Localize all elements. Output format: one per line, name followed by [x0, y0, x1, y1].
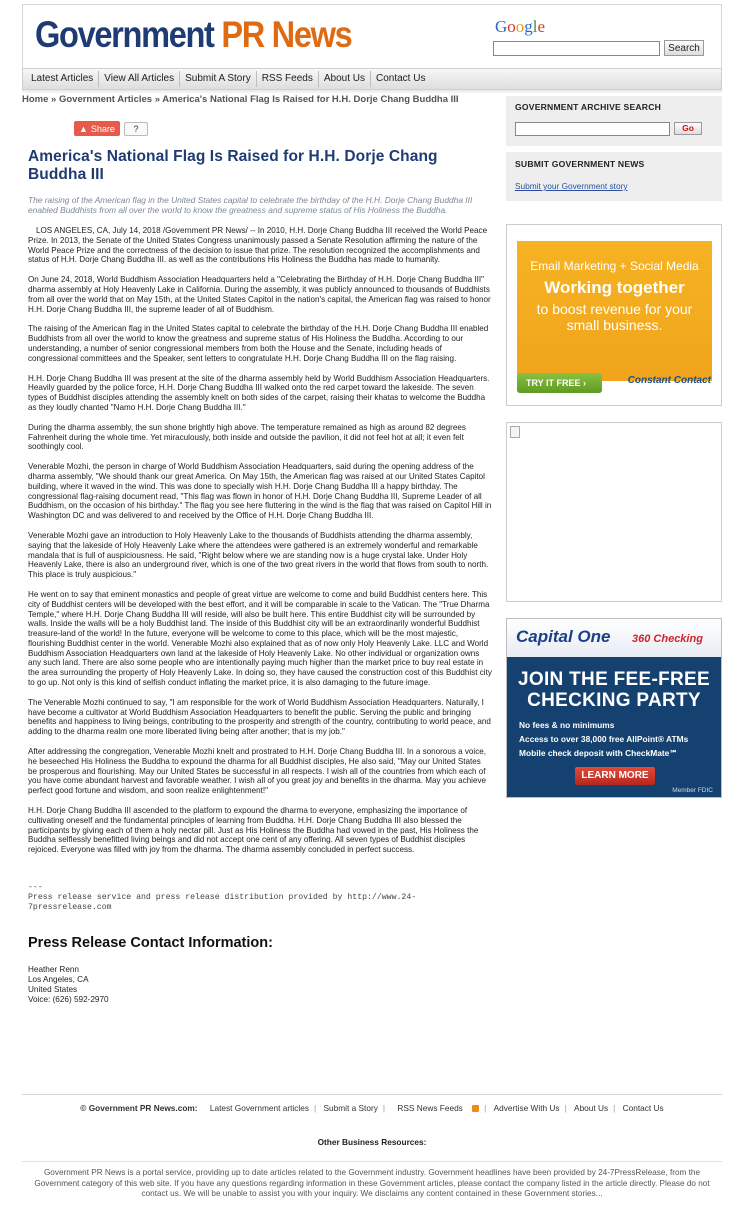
footer-copyright: © Government PR News.com: — [80, 1103, 198, 1113]
article-paragraph: During the dharma assembly, the sun shone brightly high above. The temperature remained as high as around 82 degrees Fahrenheit during the whole time. Yet miraculously, both inside and outside the pavilion, it did not feel hot at all; it even felt soothingly cool. — [28, 422, 466, 452]
ad-bullet: Mobile check deposit with CheckMate℠ — [519, 748, 678, 758]
share-bar — [74, 121, 492, 136]
article-paragraph: After addressing the congregation, Venerable Mozhi knelt and prostrated to H.H. Dorje Chang Buddha III. In a sonorous a voice, he beseeched His Holiness the Buddha to expound the dharma for all Buddhist disciples, He also said, "May our United States be prosperous and flourishing. May our United States be successful in all respects. I wish all of the countries from which each of you have come abundant harvest and favorable weather. I wish all of you great joy and benefits in the dharma. May you achieve perfect good fortune and wisdom, and soon realize enlightenment!" — [28, 747, 487, 796]
contact-country: United States — [28, 985, 78, 995]
constant-contact-ad[interactable] — [506, 224, 722, 406]
page-wrapper — [22, 4, 722, 1005]
contact-info — [28, 965, 492, 1005]
submit-news-box — [506, 152, 722, 201]
site-header — [22, 4, 722, 68]
article-paragraph: On June 24, 2018, World Buddhism Association Headquarters held a "Celebrating the Birthday of H.H. Dorje Chang Buddha III" dharma assembly at Holy Heavenly Lake in California. During the assembly, it was publicly announced to thousands of Buddhists from all over the world that on May 15th, at the United States Capitol in the nation's capital, the American flag was raised to honor H.H. Dorje Chang Buddha III, the supreme leader of all of Buddhism. — [28, 275, 491, 314]
article-paragraph: LOS ANGELES, CA, July 14, 2018 /Government PR News/ -- In 2010, H.H. Dorje Chang Buddha III received the World Peace Prize. In 2013, the Senate of the United States Congress unanimously passed a Senate Resolution affirming the nature of the World Peace Prize and the correctness of the decision to issue that prize. The resolution recognized the accomplishments and status of H.H. Dorje Chang Buddha III. as well as the contributions His Holiness the Buddha has made to humanity. — [28, 226, 488, 265]
footer-rss-label: RSS News Feeds — [397, 1103, 463, 1113]
article-paragraph: Venerable Mozhi, the person in charge of World Buddhism Association Headquarters, said during the opening address of the dharma assembly, "We should thank our great America. On May 15th, the American flag was raised at our United States Capitol building, where it waved in the wind. This was done to specially wish H.H. Dorje Chang Buddha III a happy birthday. The congressional flag-raising document read, "This flag was flown in honor of H.H. Dorje Chang Buddha III, Supreme Leader of all Buddhism, on the occasion of his birthday." The flag you see here fluttering in the wind is the flag that was raised on Capitol Hill in Washington DC and was delivered to and received by the Office of H.H. Dorje Chang Buddha III. — [28, 462, 492, 521]
article-paragraph: The raising of the American flag in the United States capital to celebrate the birthday of the H.H. Dorje Chang Buddha III enabled Buddhists from all over the world to know the greatness and supreme status of His Holiness the Buddha. According to our understanding, a number of senior congressional members from both the House and the Senate, including heads of congressional committees and the Speaker, sent letters to congratulate H.H. Dorje Chang Buddha III on the flag raising. — [28, 324, 489, 363]
360-checking-label: 360 Checking — [632, 633, 703, 645]
try-it-free-button[interactable]: TRY IT FREE › — [517, 373, 602, 393]
article-paragraph: He went on to say that eminent monastics and people of great virtue are welcome to come and build Buddhist centers here. This city of Buddhist centers will be developed with the best effort, and it will be comparable in scale to the Vatican. The "True Dharma Temple," where H.H. Dorje Chang Buddha III will reside, will also be built here. This entire Buddhist city will be surrounded by walls. Inside the walls will be a holy Buddhist land. The inside of this Buddhist city will be an extraordinarily wonderful Buddhist treasure-land of the world! In the future, everyone will be welcome to come to this place, which will be the most majestic, flourishing Buddhist center in the world. Venerable Mozhi also explained that as of now only Holy Heavenly Lake. LLC and World Buddhism Association Headquarters own land at the lakeside of Holy Heavenly Lake. No other individual or organization owns any such land. There are also some people who are intentionally paying much higher than the market price to buy real estate in the area surrounding the property of Holy Heavenly Lake. In doing so, they have caused the construction cost of this Buddhist city to go up. Not only is this kind of selfish conduct inflating the market price, it is also damaging to the future image. — [28, 589, 492, 688]
learn-more-button[interactable]: LEARN MORE — [575, 767, 655, 785]
breadcrumb-current: America's National Flag Is Raised for H.H. Dorje Chang Buddha III — [162, 94, 459, 105]
breadcrumb-section[interactable]: Government Articles — [58, 94, 153, 105]
sidebar — [506, 96, 722, 794]
article-title: America's National Flag Is Raised for H.H. Dorje Chang Buddha III — [28, 148, 438, 183]
footer-link-latest[interactable]: Latest Government articles — [209, 1103, 309, 1113]
constant-contact-logo: Constant Contact — [627, 375, 711, 386]
article-body — [28, 226, 492, 855]
footer-link-submit[interactable]: Submit a Story — [323, 1103, 378, 1113]
member-fdic: Member FDIC — [672, 787, 713, 794]
ad-bullet: Access to over 38,000 free AllPoint® ATMs — [519, 734, 689, 744]
google-logo: Google — [495, 17, 546, 36]
logo-text-pr-news: PR News — [221, 14, 352, 55]
ad-panel — [517, 241, 712, 381]
ad-subline: to boost revenue for your small business. — [536, 301, 693, 333]
distribution-line: 7pressrelease.com — [28, 903, 112, 913]
nav-rss-feeds[interactable]: RSS Feeds — [257, 71, 319, 87]
rss-icon — [472, 1105, 479, 1112]
footer-link-rss[interactable] — [387, 1103, 484, 1113]
distribution-line: Press release service and press release distribution provided by http://www.24- — [28, 893, 417, 903]
broken-image-icon — [510, 426, 520, 438]
breadcrumb — [22, 94, 492, 105]
share-button[interactable] — [74, 121, 120, 136]
nav-contact-us[interactable]: Contact Us — [375, 73, 426, 84]
nav-about-us[interactable]: About Us — [319, 71, 371, 87]
article-summary: The raising of the American flag in the United States capital to celebrate the birthday of the H.H. Dorje Chang Buddha III enabled Buddhists from all over the world to know the greatness and supreme status of His Holiness the Buddha. — [28, 195, 473, 215]
footer-link-about[interactable]: About Us — [574, 1103, 609, 1113]
site-footer — [22, 1094, 722, 1200]
capital-one-logo: Capital One — [516, 627, 611, 646]
contact-voice: Voice: (626) 592-2970 — [28, 995, 109, 1005]
ad-bullet: No fees & no minimums — [519, 720, 615, 730]
share-label: Share — [90, 123, 115, 134]
share-icon: ▲ — [79, 123, 88, 134]
archive-go-button[interactable]: Go — [674, 122, 702, 135]
logo-text-government: Government — [35, 14, 222, 55]
footer-link-contact[interactable]: Contact Us — [622, 1103, 664, 1113]
ad-bullets — [519, 718, 688, 760]
article-paragraph: Venerable Mozhi gave an introduction to Holy Heavenly Lake to the thousands of Buddhists attending the dharma assembly, saying that the lakeside of Holy Heavenly Lake where the attendees were gathered is an extremely wonderful and remarkable mandala that is full of auspiciousness. He said, "Right below where we are standing now is a huge crystal lake. Under Holy Heavenly Lake, there is also an underground river, which is one of the two great rivers in the world that flows from south to north. This place is truly auspicious." — [28, 530, 489, 580]
google-search-button[interactable]: Search — [664, 40, 704, 56]
article-paragraph: H.H. Dorje Chang Buddha III ascended to the platform to expound the dharma to everyone, emphasizing the importance of cultivating oneself and the fundamental principles of learning from Buddha. H.H. Dorje Chang Buddha III also blessed the participants by giving each of them a holy nectar pill. Just as His Holiness the Buddha had vowed in the past, His Holiness the Buddha selflessly benefitted living beings and did not accept one cent of any offering. All seven types of Buddhist disciples rejoiced. Everyone was filled with joy from the dharma. The dharma assembly concluded in perfect success. — [28, 806, 479, 855]
main-nav — [22, 68, 722, 90]
share-help-button[interactable]: ? — [124, 122, 148, 136]
archive-search-input[interactable] — [515, 122, 670, 136]
archive-search-box — [506, 96, 722, 146]
site-logo[interactable] — [35, 14, 351, 56]
dashes: --- — [28, 883, 43, 893]
nav-submit-a-story[interactable]: Submit A Story — [180, 71, 257, 87]
broken-image-ad[interactable] — [506, 422, 722, 602]
capital-one-ad[interactable] — [506, 618, 722, 798]
breadcrumb-sep: » — [48, 94, 59, 105]
contact-heading: Press Release Contact Information: — [28, 935, 273, 952]
google-search-input[interactable] — [493, 41, 660, 56]
ad-banner-top — [507, 619, 721, 657]
ad-headline: Working together — [544, 278, 685, 297]
footer-link-advertise[interactable]: Advertise With Us — [493, 1103, 560, 1113]
article-paragraph: H.H. Dorje Chang Buddha III was present at the site of the dharma assembly held by World Buddhism Association Headquarters. Heavily guarded by the police force, H.H. Dorje Chang Buddha III walked onto the red carpet toward the lakeside. The seven types of Buddhist disciples attending the assembly knelt on both sides of the carpet, raising their khatas to welcome the Buddha as they loudly chanted "Namo H.H. Dorje Chang Buddha III." — [28, 373, 490, 412]
nav-latest-articles[interactable]: Latest Articles — [26, 71, 99, 87]
article-column — [22, 94, 492, 1005]
nav-view-all-articles[interactable]: View All Articles — [99, 71, 180, 87]
footer-links: © Government PR News.com: Latest Government articles | Submit a Story | RSS News Feeds | Advertise With Us | About Us | Contact Us — [22, 1094, 722, 1113]
ad-tagline: Email Marketing + Social Media — [530, 259, 699, 273]
contact-city: Los Angeles, CA — [28, 975, 89, 985]
breadcrumb-sep: » — [152, 94, 163, 105]
submit-news-heading: SUBMIT GOVERNMENT NEWS — [515, 159, 645, 169]
other-resources-heading: Other Business Resources: — [317, 1137, 427, 1147]
breadcrumb-home[interactable]: Home — [22, 94, 49, 105]
article-paragraph: The Venerable Mozhi continued to say, "I am responsible for the work of World Buddhism Association Headquarters. Naturally, I have become a cultivator at World Buddhism Association Headquarters to benefit the public. Serving the public and bringing benefits and happiness to living beings, contributing to the prosperity and strength of the country, contributing to world peace, and adding to the dharma realm one more liberated living being after another; that is my job." — [28, 697, 491, 737]
contact-name: Heather Renn — [28, 965, 79, 975]
footer-disclaimer: Government PR News is a portal service, providing up to date articles related to the Government industry. Government headlines have been provided by 24-7PressRelease, from the Government category of this web site. If you have any questions regarding information in these Government articles, please contact the company listed in the article directly. Please do not contact us. We will be unable to assist you with your inquiry. We disclaims any content contained in these Government stories... — [22, 1161, 722, 1200]
ad-headline: JOIN THE FEE-FREE CHECKING PARTY — [518, 669, 710, 711]
distribution-note — [28, 883, 492, 913]
archive-search-heading: GOVERNMENT ARCHIVE SEARCH — [515, 102, 662, 112]
submit-story-link[interactable]: Submit your Government story — [515, 181, 628, 191]
